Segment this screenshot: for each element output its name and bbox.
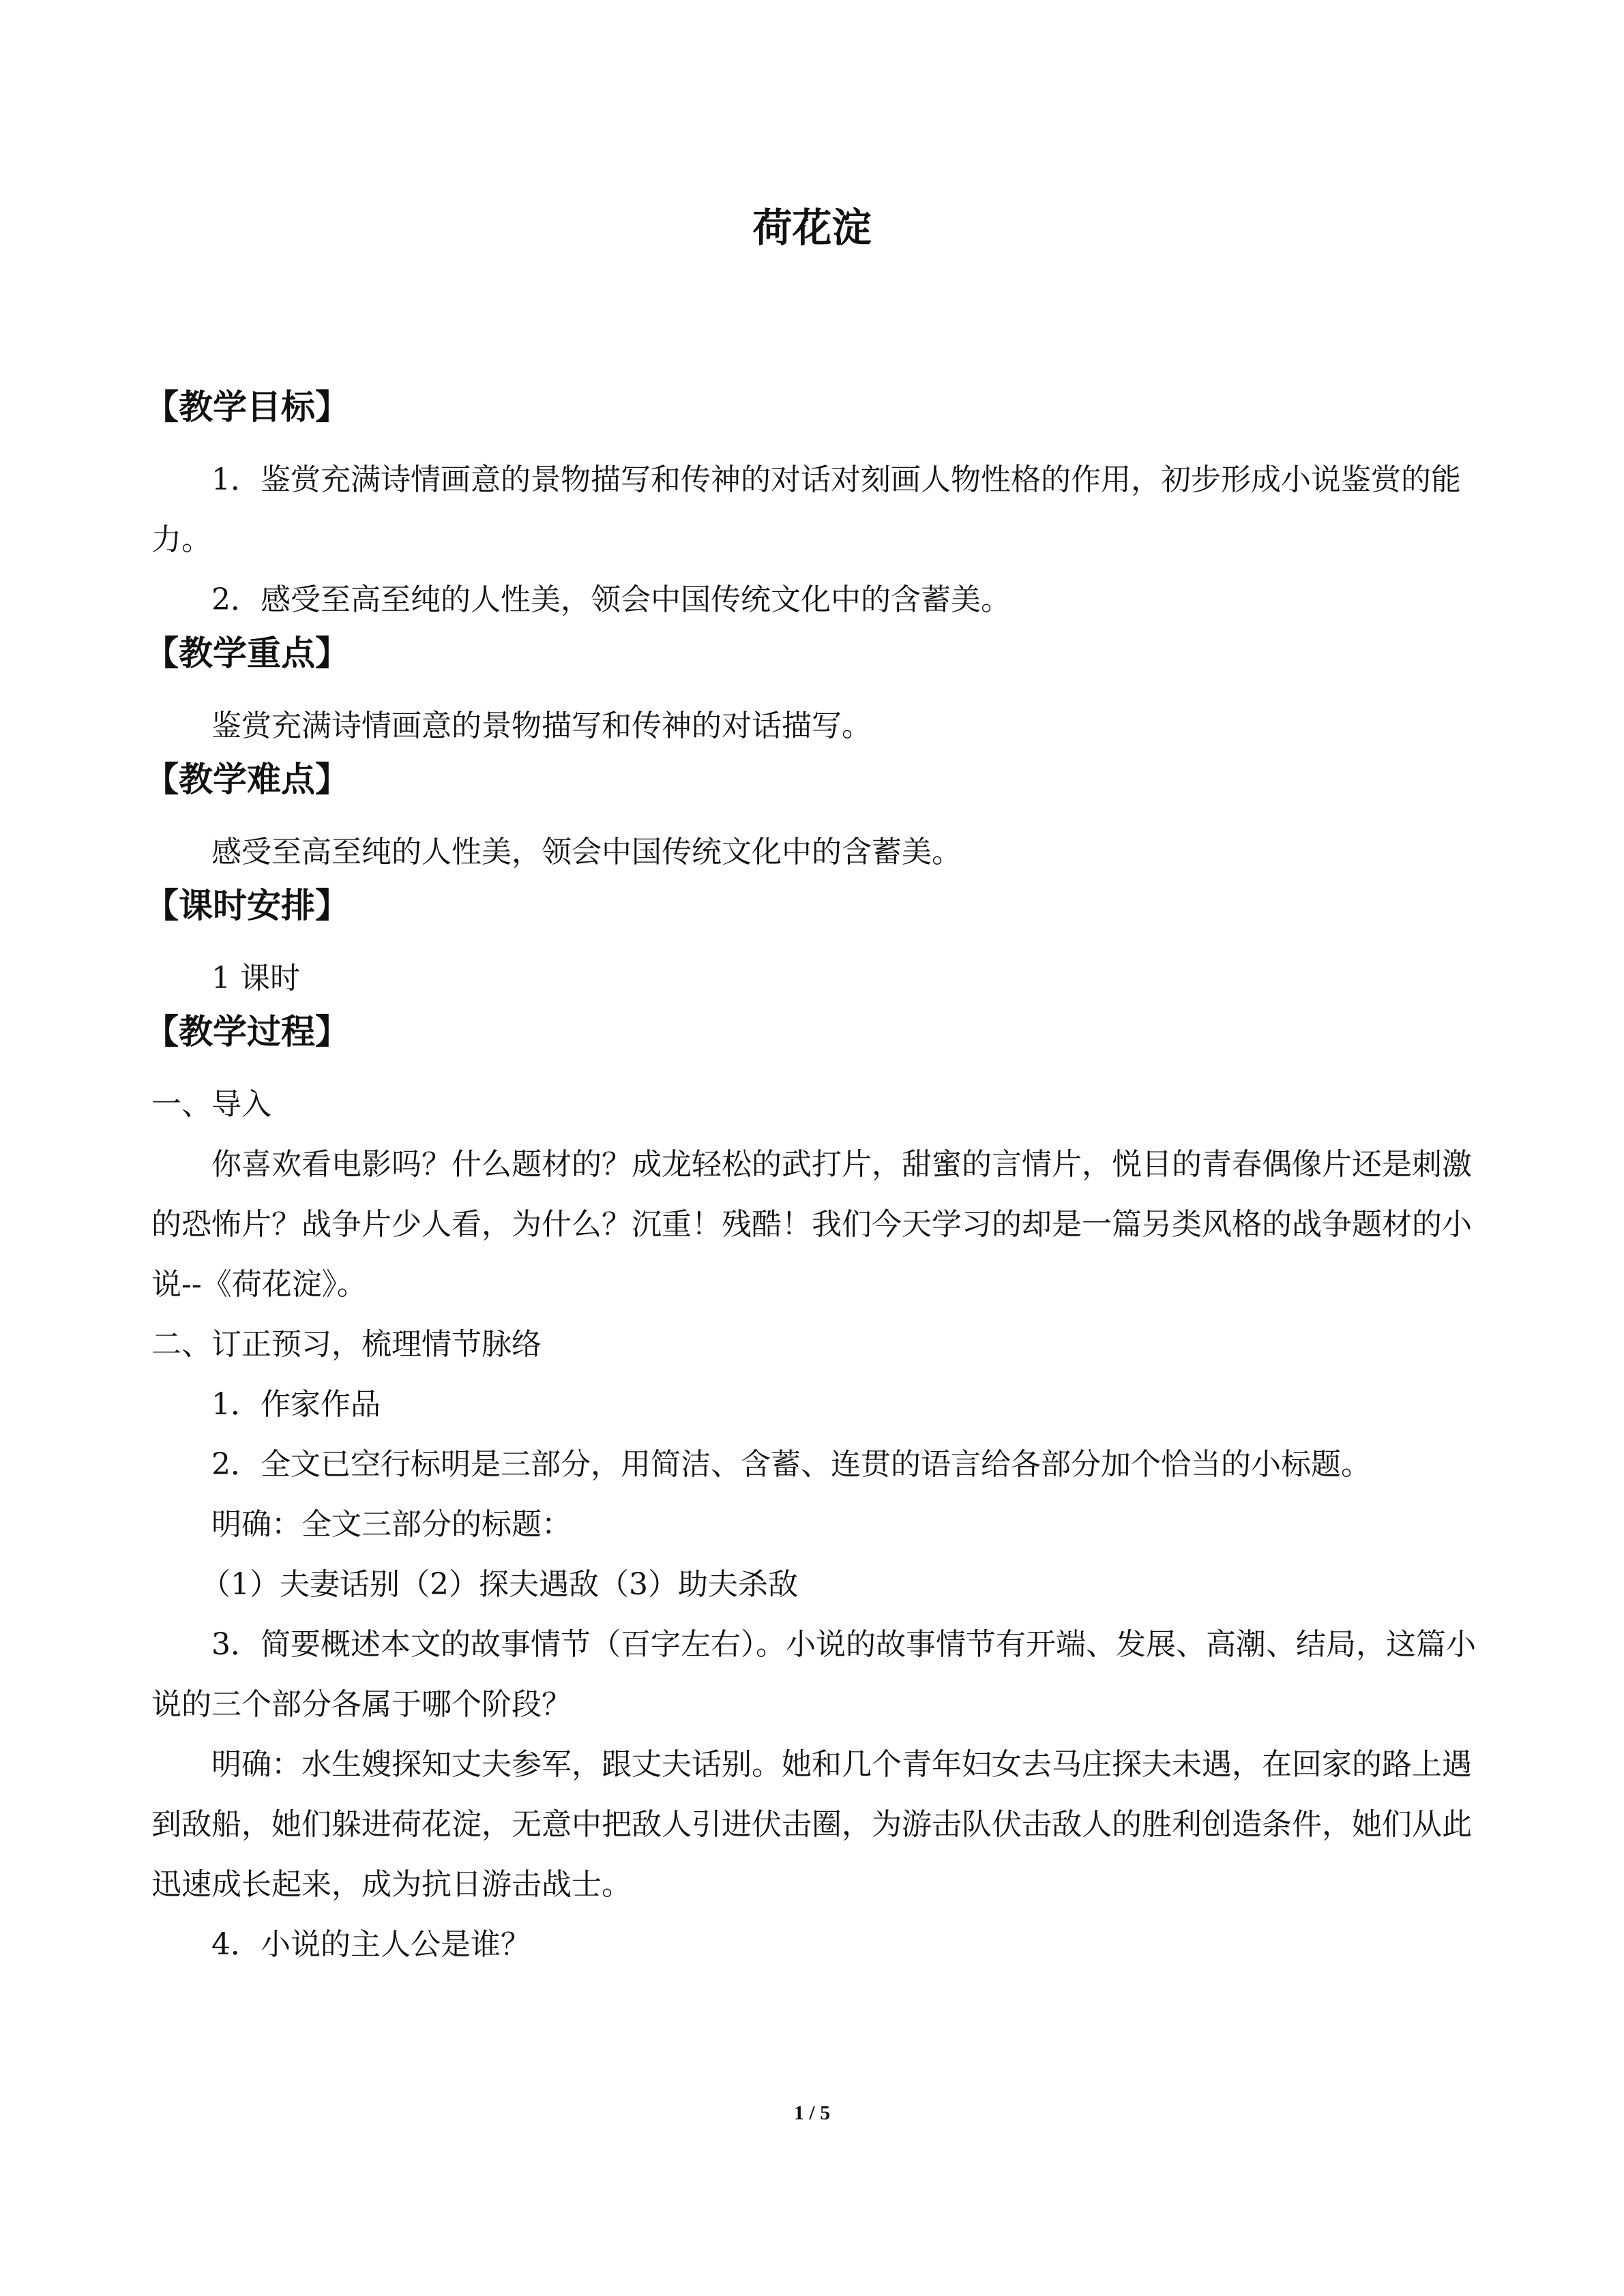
process-answer-3: 明确：水生嫂探知丈夫参军，跟丈夫话别。她和几个青年妇女去马庄探夫未遇，在回家的路上遇到敌船，她们躲进荷花淀，无意中把敌人引进伏击圈，为游击队伏击敌人的胜利创造条件，她们从此迅速成长起来，成为抗日游击战士。 [151,1747,1472,1902]
goal-item-1: 1．鉴赏充满诗情画意的景物描写和传神的对话对刻画人物性格的作用，初步形成小说鉴赏的能力。 [151,462,1461,557]
process-part1-text: 你喜欢看电影吗？什么题材的？成龙轻松的武打片，甜蜜的言情片，悦目的青春偶像片还是刺激的恐怖片？战争片少人看，为什么？沉重！残酷！我们今天学习的却是一篇另类风格的战争题材的小说--《荷花淀》。 [151,1147,1472,1302]
difficulties-text: 感受至高至纯的人性美，领会中国传统文化中的含蓄美。 [211,835,962,869]
process-question-4: 4．小说的主人公是谁？ [211,1927,531,1962]
goal-item-2: 2．感受至高至纯的人性美，领会中国传统文化中的含蓄美。 [211,582,1011,617]
process-part1-title: 一、导入 [151,1087,271,1122]
key-points-text: 鉴赏充满诗情画意的景物描写和传神的对话描写。 [211,709,872,743]
schedule-text: 1 课时 [211,961,300,996]
process-part2-title: 二、订正预习，梳理情节脉络 [151,1327,542,1362]
process-question-3: 3．简要概述本文的故事情节（百字左右）。小说的故事情节有开端、发展、高潮、结局，这篇小说的三个部分各属于哪个阶段？ [151,1627,1476,1722]
process-question-2: 2．全文已空行标明是三部分，用简洁、含蓄、连贯的语言给各部分加个恰当的小标题。 [211,1447,1371,1482]
heading-difficulties: 【教学难点】 [145,760,349,799]
document-title: 荷花淀 [752,205,872,251]
process-answer-2: （1）夫妻话别（2）探夫遇敌（3）助夫杀敌 [201,1567,798,1602]
process-question-1: 1．作家作品 [211,1387,381,1422]
heading-key-points: 【教学重点】 [145,633,349,673]
document-body [145,385,1490,1975]
heading-schedule: 【课时安排】 [145,886,349,925]
heading-process: 【教学过程】 [145,1012,349,1052]
heading-goals: 【教学目标】 [145,387,349,427]
process-answer-2-label: 明确：全文三部分的标题： [211,1507,572,1542]
page-number: 1 / 5 [793,2102,831,2124]
